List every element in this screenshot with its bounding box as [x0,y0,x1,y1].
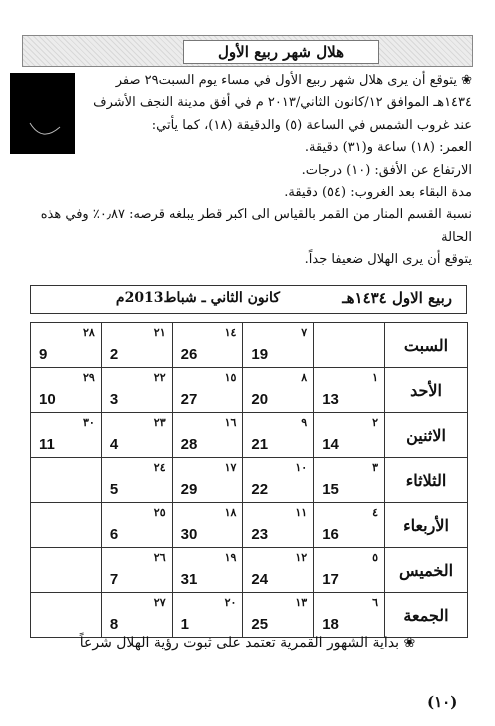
page-title: هلال شهر ربيع الأول [183,40,379,64]
calendar-cell [31,323,102,368]
hijri-date: ٢٢ [153,371,166,384]
hijri-date: ١٣ [295,596,308,609]
hijri-date: ٣ [372,461,378,474]
hijri-date: ١٨ [224,506,237,519]
gregorian-date: 9 [39,346,48,363]
gregorian-date: 13 [322,391,339,408]
gregorian-date: 2 [109,346,119,363]
hijri-date: ٤ [372,506,378,519]
calendar-row [31,323,468,368]
gregorian-date: 25 [251,616,269,633]
gregorian-date: 3 [109,391,119,408]
weekday-label: الاثنين [385,413,468,458]
calendar-cell [172,548,243,593]
calendar-cell [243,323,314,368]
hijri-date: ١٥ [224,371,237,384]
hijri-date: ١٧ [224,461,237,474]
calendar-row [31,503,468,548]
gregorian-date: 30 [180,526,198,543]
calendar-cell [31,413,102,458]
gregorian-date: 21 [251,436,269,453]
hijri-date: ٢٦ [153,551,166,564]
hijri-date: ٦ [372,596,378,609]
calendar-cell [101,413,172,458]
hijri-date: ٥ [372,551,378,564]
calendar-cell [31,458,102,503]
title-banner [22,35,473,67]
calendar-cell [243,593,314,638]
calendar-row [31,458,468,503]
calendar-row [31,368,468,413]
calendar-cell [314,413,385,458]
calendar-cell [101,368,172,413]
intro-line: الارتفاع عن الأفق: (١٠) درجات. [301,162,472,178]
intro-text [10,70,472,272]
hijri-date: ٢٠ [224,596,237,609]
calendar-cell [314,458,385,503]
calendar-cell [101,593,172,638]
intro-line: عند غروب الشمس في الساعة (٥) والدقيقة (١٨)، كما يأتي: [151,117,472,133]
calendar-cell [172,458,243,503]
intro-line: ١٤٣٤هـ الموافق ١٢/كانون الثاني/٢٠١٣ م في أفق مدينة النجف الأشرف [93,95,472,111]
hijri-date: ١١ [295,506,308,519]
hijri-date: ٢٨ [82,326,95,339]
intro-line: يتوقع أن يرى الهلال ضعيفا جداً. [304,252,472,268]
calendar-table [30,322,468,638]
calendar-cell [243,413,314,458]
hijri-date: ٨ [301,371,308,384]
weekday-label: الجمعة [385,593,468,638]
weekday-label: السبت [385,323,468,368]
hijri-date: ١ [372,371,378,384]
gregorian-date: 18 [322,616,339,633]
gregorian-date: 19 [251,346,269,363]
calendar-cell [243,503,314,548]
calendar-cell [172,593,243,638]
calendar-cell [101,323,172,368]
calendar-cell [172,413,243,458]
gregorian-date: 16 [322,526,339,543]
calendar-cell [314,368,385,413]
hijri-month-label: ربيع الاول ١٤٣٤هـ [342,289,452,307]
calendar-cell [314,548,385,593]
calendar-cell [101,503,172,548]
calendar-cell [314,503,385,548]
intro-line: ❀ يتوقع أن يرى هلال شهر ربيع الأول في مساء يوم السبت٢٩ صفر [115,73,472,88]
calendar-cell [172,323,243,368]
gregorian-date: 23 [251,526,269,543]
hijri-date: ٢١ [153,326,166,339]
intro-line: مدة البقاء بعد الغروب: (٥٤) دقيقة. [284,185,472,201]
gregorian-date: 1 [180,616,189,633]
gregorian-date: 7 [109,571,119,588]
gregorian-date: 8 [109,616,119,633]
calendar-row [31,413,468,458]
calendar-cell [243,458,314,503]
gregorian-date: 6 [109,526,119,543]
hijri-date: ٢٩ [82,371,95,384]
footnote: ❀ بداية الشهور القمرية تعتمد على ثبوت رؤية الهلال شرعاً [79,635,416,651]
intro-line: نسبة القسم المنار من القمر بالقياس الى اكبر قطر يبلغه قرصه: ٠٫٨٧٪ وفي هذه الحالة [40,207,472,245]
calendar-row [31,548,468,593]
calendar-cell [31,503,102,548]
hijri-date: ٢ [372,416,378,429]
gregorian-date: 26 [180,346,198,363]
calendar-header [30,285,467,314]
calendar-cell [172,503,243,548]
calendar-cell [314,323,385,368]
gregorian-date: 17 [322,571,339,588]
gregorian-date: 28 [180,436,198,453]
calendar-cell [172,368,243,413]
weekday-label: الخميس [385,548,468,593]
gregorian-date: 24 [251,571,269,588]
gregorian-date: 11 [39,436,55,453]
gregorian-month-label: كانون الثاني ـ شباط2013م [115,290,280,306]
hijri-date: ١٠ [295,461,308,474]
calendar-cell [31,368,102,413]
hijri-date: ١٩ [224,551,237,564]
calendar-cell [314,593,385,638]
calendar-cell [101,458,172,503]
intro-line: العمر: (١٨) ساعة و(٣١) دقيقة. [304,140,472,156]
hijri-date: ٩ [301,416,308,429]
calendar-cell [101,548,172,593]
gregorian-date: 5 [109,481,119,498]
hijri-date: ٢٣ [153,416,166,429]
calendar-cell [31,593,102,638]
page-number: (١٠) [427,693,458,711]
weekday-label: الأحد [385,368,468,413]
gregorian-date: 22 [251,481,269,498]
gregorian-date: 14 [322,436,339,453]
hijri-date: ١٦ [224,416,237,429]
gregorian-date: 27 [180,391,198,408]
gregorian-date: 10 [39,391,56,408]
hijri-date: ٢٧ [153,596,166,609]
hijri-date: ٢٥ [153,506,166,519]
weekday-label: الثلاثاء [385,458,468,503]
gregorian-date: 31 [180,571,198,588]
gregorian-date: 4 [109,436,119,453]
hijri-date: ٧ [301,326,308,339]
gregorian-date: 20 [251,391,269,408]
hijri-date: ٢٤ [153,461,166,474]
calendar-cell [243,368,314,413]
hijri-date: ١٢ [295,551,308,564]
calendar-cell [243,548,314,593]
hijri-date: ٣٠ [82,416,95,429]
gregorian-date: 15 [322,481,339,498]
hijri-date: ١٤ [224,326,237,339]
gregorian-date: 29 [180,481,198,498]
calendar-row [31,593,468,638]
weekday-label: الأربعاء [385,503,468,548]
calendar-cell [31,548,102,593]
